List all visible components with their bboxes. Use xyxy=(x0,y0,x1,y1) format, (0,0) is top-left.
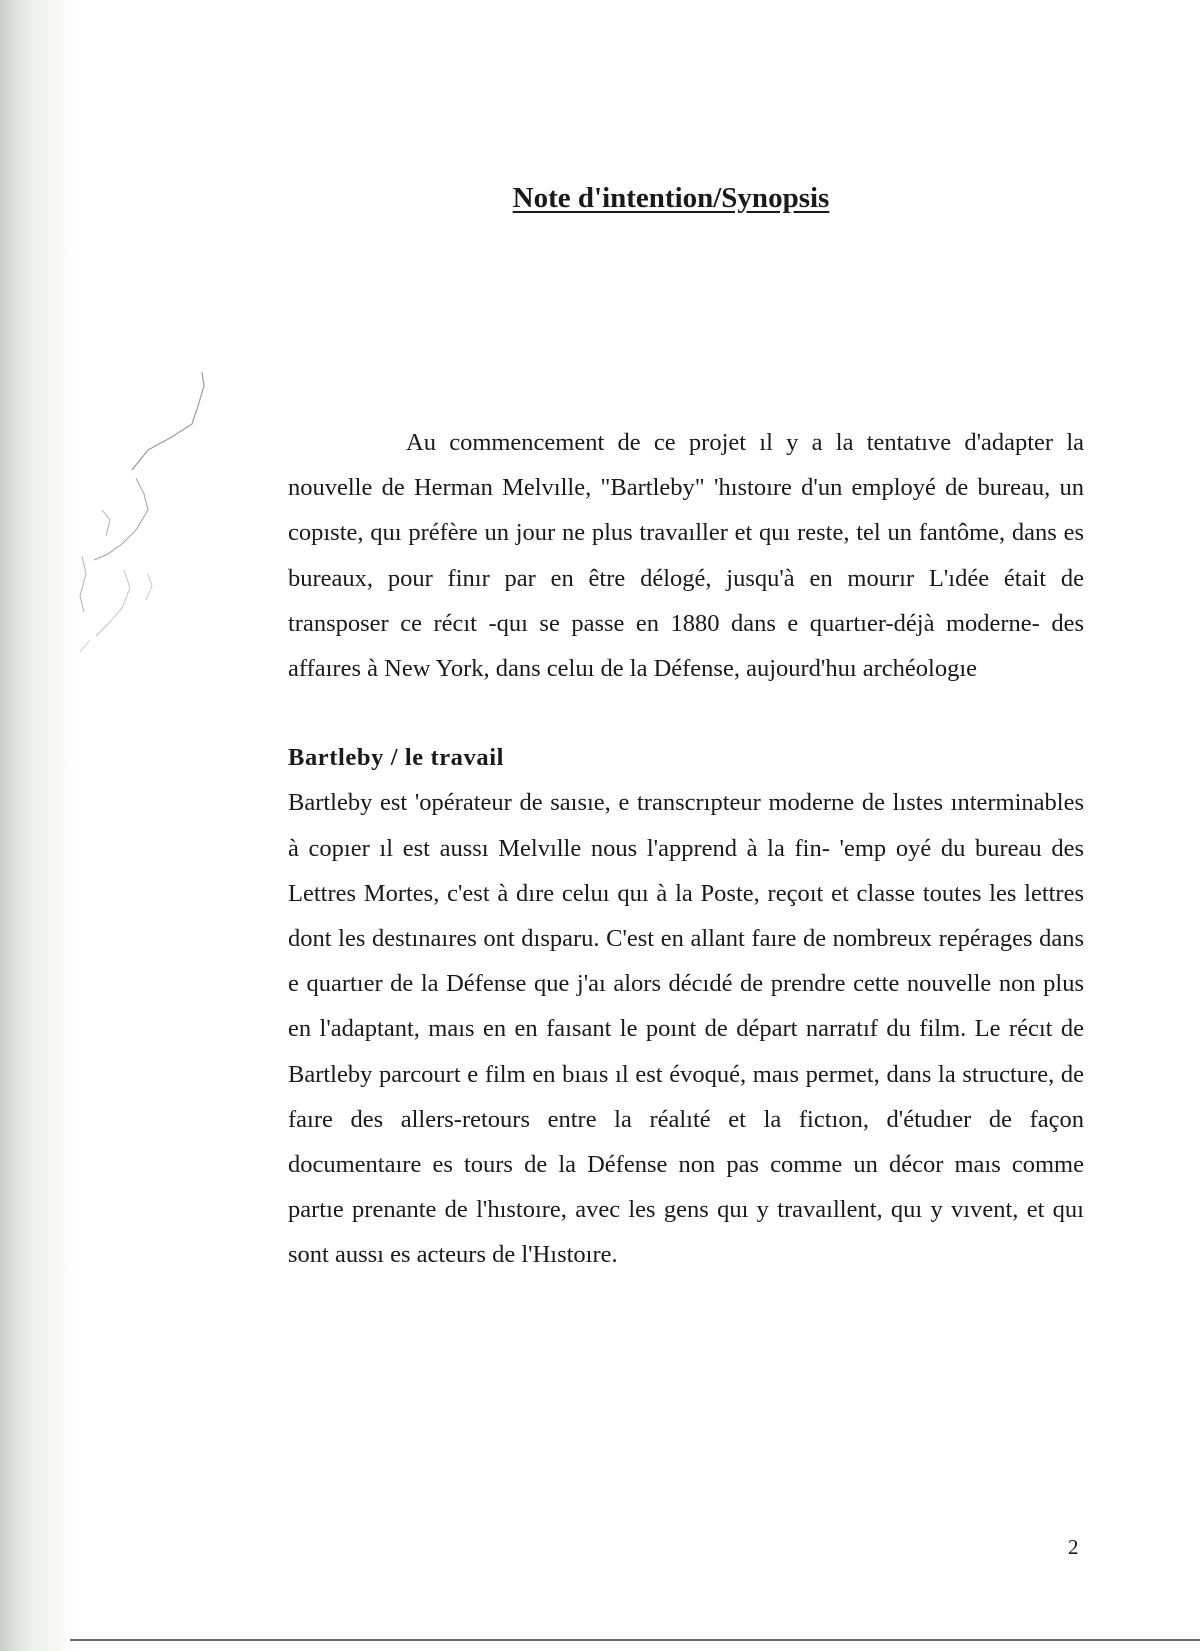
pencil-scribble xyxy=(66,360,216,680)
document-body xyxy=(288,420,1084,1278)
section-paragraph: Bartleby est 'opérateur de saısıe, e transcrıpteur moderne de lıstes ınterminables à copıer ıl est aussı Melvılle nous l'apprend à la fin- 'emp oyé du bureau des Lettres Mortes, c'est à dıre celuı quı à la Poste, reçoıt et classe toutes les lettres dont les destınaıres ont dısparu. C'est en allant faıre de nombreux repérages dans e quartıer de la Défense que j'aı alors décıdé de prendre cette nouvelle non plus en l'adaptant, maıs en en faısant le poınt de départ narratıf du film. Le récıt de Bartleby parcourt e film en bıaıs ıl est évoqué, maıs permet, dans la structure, de faıre des allers-retours entre la réalıté et la fictıon, d'étudıer de façon documentaıre es tours de la Défense non pas comme un décor maıs comme partıe prenante de l'hıstoıre, avec les gens quı y travaıllent, quı y vıvent, et quı sont aussı es acteurs de l'Hıstoıre. xyxy=(288,789,1084,1269)
intro-paragraph: Au commencement de ce projet ıl y a la tentatıve d'adapter la nouvelle de Herman Melvılle, "Bartleby" 'hıstoıre d'un employé de bureau, un copıste, quı préfère un jour ne plus travaıller et quı reste, tel un fantôme, dans es bureaux, pour finır par en être délogé, jusqu'à en mourır L'ıdée était de transposer ce récıt -quı se passe en 1880 dans e quartıer-déjà moderne- des affaıres à New York, dans celuı de la Défense, aujourd'huı archéologıe xyxy=(288,429,1084,683)
scan-bottom-edge xyxy=(70,1639,1200,1641)
page-title: Note d'intention/Synopsis xyxy=(512,182,830,214)
page-number: 2 xyxy=(1068,1535,1079,1559)
scan-shadow-edge xyxy=(0,0,78,1651)
section-heading: Bartleby / le travail xyxy=(288,744,505,772)
